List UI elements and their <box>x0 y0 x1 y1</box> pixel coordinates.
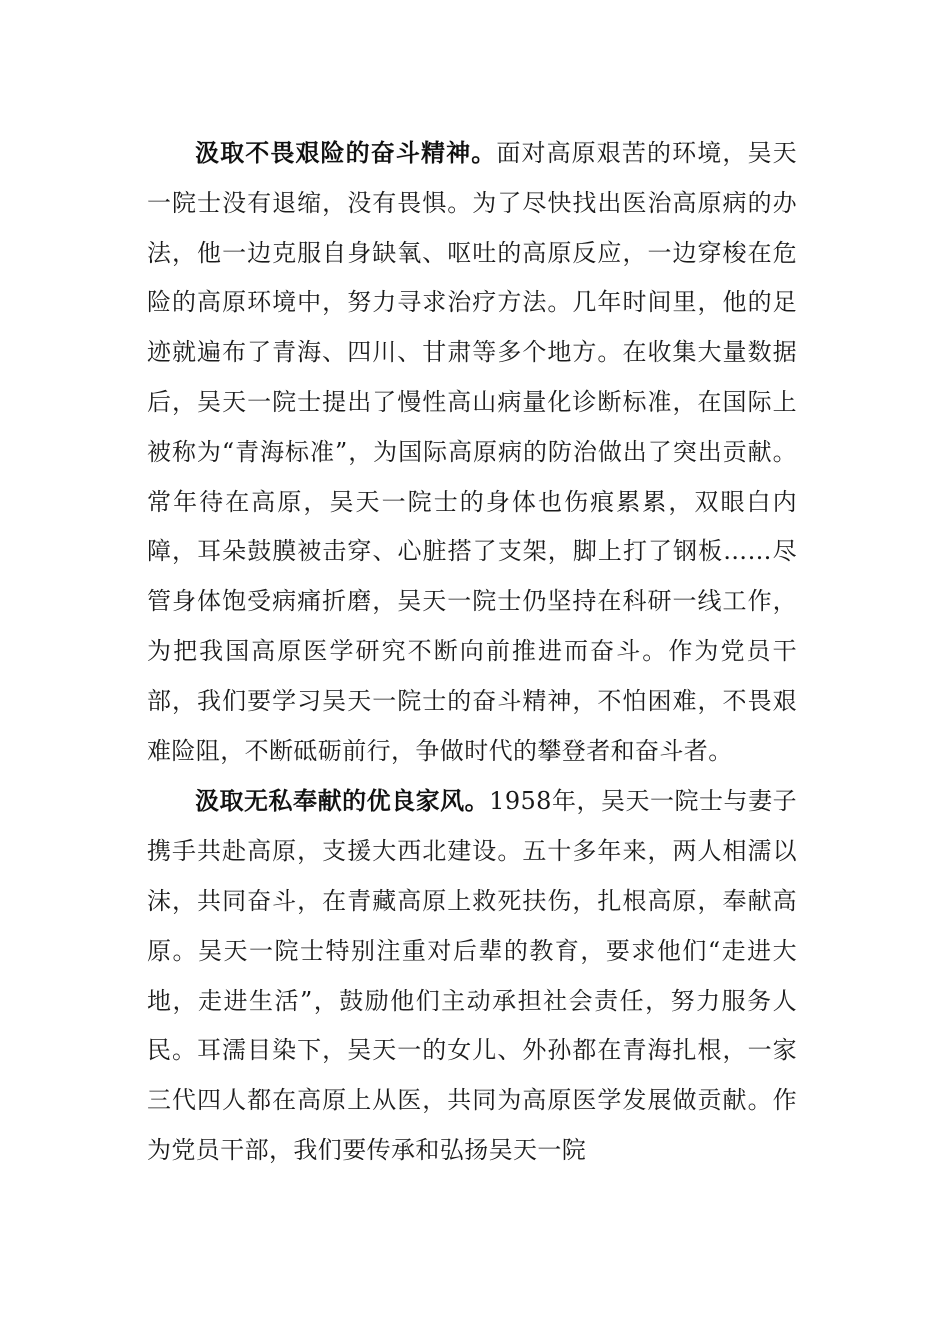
paragraph-text: 1958年，吴天一院士与妻子携手共赴高原，支援大西北建设。五十多年来，两人相濡以沫，共同奋斗，在青藏高原上救死扶伤，扎根高原，奉献高原。吴天一院士特别注重对后辈的教育，要求他们“走进大地，走进生活”，鼓励他们主动承担社会责任，努力服务人民。耳濡目染下，吴天一的女儿、外孙都在青海扎根，一家三代四人都在高原上从医，共同为高原医学发展做贡献。作为党员干部，我们要传承和弘扬吴天一院 <box>147 787 797 1164</box>
document-body <box>147 128 797 1176</box>
paragraph-lead-heading: 汲取不畏艰险的奋斗精神。 <box>195 138 497 167</box>
paragraph-struggle-spirit <box>147 128 797 776</box>
paragraph-text: 面对高原艰苦的环境，吴天一院士没有退缩，没有畏惧。为了尽快找出医治高原病的办法，他一边克服自身缺氧、呕吐的高原反应，一边穿梭在危险的高原环境中，努力寻求治疗方法。几年时间里，他的足迹就遍布了青海、四川、甘肃等多个地方。在收集大量数据后，吴天一院士提出了慢性高山病量化诊断标准，在国际上被称为“青海标准”，为国际高原病的防治做出了突出贡献。常年待在高原，吴天一院士的身体也伤痕累累，双眼白内障，耳朵鼓膜被击穿、心脏搭了支架，脚上打了钢板……尽管身体饱受病痛折磨，吴天一院士仍坚持在科研一线工作，为把我国高原医学研究不断向前推进而奋斗。作为党员干部，我们要学习吴天一院士的奋斗精神，不怕困难，不畏艰难险阻，不断砥砺前行，争做时代的攀登者和奋斗者。 <box>147 139 797 765</box>
paragraph-lead-heading: 汲取无私奉献的优良家风。 <box>195 786 490 816</box>
paragraph-family-tradition <box>147 776 797 1175</box>
